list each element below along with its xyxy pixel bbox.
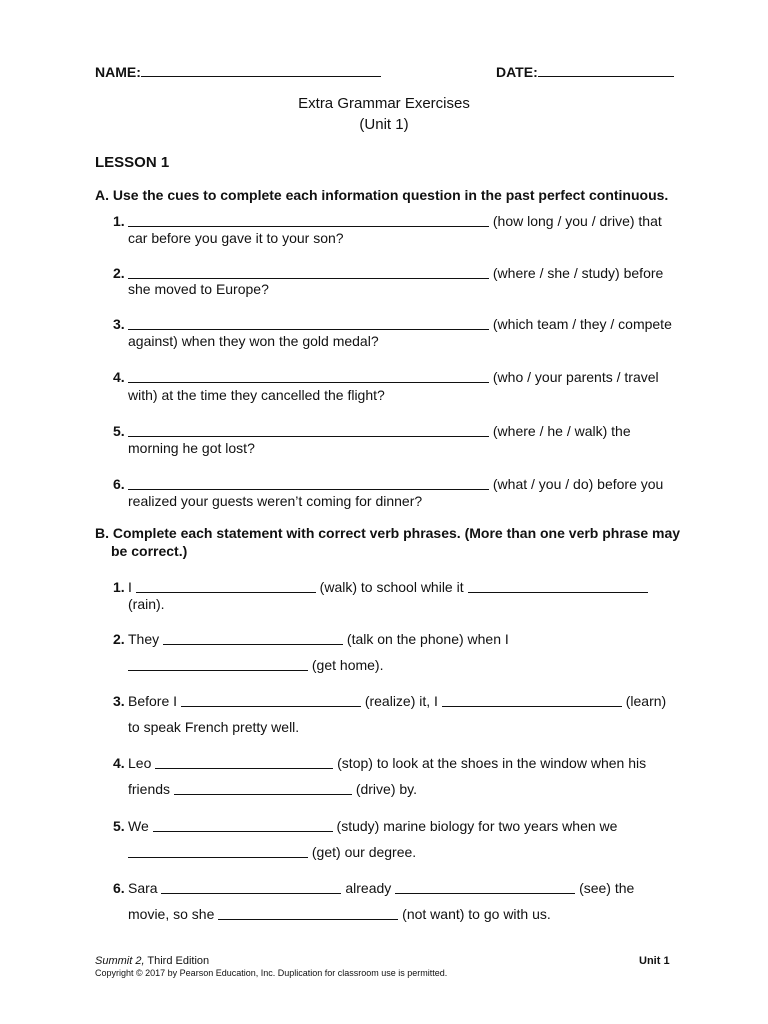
b-item-1-number: 1.: [113, 579, 125, 595]
a-item-4-line: [128, 369, 659, 385]
b-item-3-blank-1[interactable]: [181, 694, 361, 707]
b-item-1-text-a: I: [128, 579, 132, 595]
a-item-4-continuation: with) at the time they cancelled the flight?: [128, 387, 385, 403]
a-item-3-continuation: against) when they won the gold medal?: [128, 333, 379, 349]
a-item-3-blank[interactable]: [128, 317, 489, 330]
b-item-4-number: 4.: [113, 755, 125, 771]
page-subtitle: (Unit 1): [359, 116, 409, 133]
lesson-heading: LESSON 1: [95, 154, 170, 171]
name-blank[interactable]: [141, 62, 381, 77]
b-item-5-number: 5.: [113, 818, 125, 834]
b-item-3-text-b: (realize) it, I: [364, 693, 438, 709]
b-item-6-text-a: Sara: [128, 880, 158, 896]
b-item-6-text-d-pre: movie, so she: [128, 906, 215, 922]
b-item-2-continuation-line: [128, 657, 383, 673]
footer-book-title: [95, 955, 209, 967]
b-item-3-line: [128, 693, 666, 709]
b-item-6-text-d: (not want) to go with us.: [402, 906, 551, 922]
b-item-4-text-c: friends: [128, 781, 171, 797]
b-item-6-blank-1[interactable]: [161, 881, 341, 894]
b-item-6-line: [128, 880, 634, 896]
a-item-2-line: [128, 265, 663, 281]
b-item-6-blank-2[interactable]: [395, 881, 575, 894]
a-item-5-cue: (where / he / walk) the: [492, 423, 631, 439]
footer-book-name: Summit 2,: [95, 955, 145, 967]
name-field: [95, 62, 381, 80]
a-item-5-line: [128, 423, 631, 439]
a-item-4-blank[interactable]: [128, 370, 489, 383]
a-item-1-number: 1.: [113, 213, 125, 229]
footer-unit: Unit 1: [639, 955, 670, 967]
b-item-4-blank-1[interactable]: [155, 756, 333, 769]
b-item-5-blank-1[interactable]: [153, 819, 333, 832]
b-item-1-text-b: (walk) to school while it: [319, 579, 464, 595]
section-b-instruction-line-2: be correct.): [111, 543, 188, 559]
a-item-6-number: 6.: [113, 476, 125, 492]
b-item-2-blank-1[interactable]: [163, 632, 343, 645]
b-item-4-blank-2[interactable]: [174, 782, 352, 795]
a-item-6-blank[interactable]: [128, 477, 489, 490]
a-item-1-blank[interactable]: [128, 214, 489, 227]
b-item-1-continuation: (rain).: [128, 596, 165, 612]
page-title: Extra Grammar Exercises: [298, 95, 470, 112]
b-item-3-blank-2[interactable]: [442, 694, 622, 707]
b-item-5-text-a: We: [128, 818, 149, 834]
b-item-2-text-a: They: [128, 631, 160, 647]
b-item-1-line: [128, 579, 648, 595]
b-item-5-continuation-line: [128, 844, 416, 860]
a-item-3-line: [128, 316, 672, 332]
name-label: NAME:: [95, 64, 141, 80]
b-item-3-text-c: (learn): [625, 693, 667, 709]
a-item-1-cue: (how long / you / drive) that: [492, 213, 662, 229]
b-item-2-text-d: (get home).: [311, 657, 384, 673]
b-item-5-line: [128, 818, 617, 834]
b-item-6-blank-3[interactable]: [218, 907, 398, 920]
b-item-6-text-c: (see) the: [579, 880, 635, 896]
a-item-4-cue: (who / your parents / travel: [492, 369, 659, 385]
a-item-6-line: [128, 476, 663, 492]
b-item-3-text-a: Before I: [128, 693, 178, 709]
b-item-1-blank-2[interactable]: [468, 580, 648, 593]
a-item-1-continuation: car before you gave it to your son?: [128, 230, 344, 246]
date-blank[interactable]: [538, 62, 674, 77]
a-item-3-cue: (which team / they / compete: [492, 316, 672, 332]
b-item-4-continuation-line: [128, 781, 417, 797]
a-item-4-number: 4.: [113, 369, 125, 385]
b-item-5-blank-2[interactable]: [128, 845, 308, 858]
b-item-4-text-d: (drive) by.: [355, 781, 418, 797]
b-item-6-continuation-line: [128, 906, 551, 922]
b-item-5-text-b: (study) marine biology for two years when we: [336, 818, 618, 834]
a-item-6-continuation: realized your guests weren’t coming for dinner?: [128, 493, 423, 509]
b-item-2-blank-2[interactable]: [128, 658, 308, 671]
b-item-2-number: 2.: [113, 631, 125, 647]
section-b-instruction-line-1: B. Complete each statement with correct verb phrases. (More than one verb phrase may: [95, 525, 681, 541]
b-item-1-blank-1[interactable]: [136, 580, 316, 593]
a-item-5-blank[interactable]: [128, 424, 489, 437]
a-item-1-line: [128, 213, 662, 229]
b-item-2-text-b: (talk on the phone) when I: [346, 631, 509, 647]
b-item-3-continuation: to speak French pretty well.: [128, 719, 300, 735]
b-item-4-text-a: Leo: [128, 755, 152, 771]
a-item-2-cue: (where / she / study) before: [492, 265, 664, 281]
date-label: DATE:: [496, 64, 538, 80]
a-item-6-cue: (what / you / do) before you: [492, 476, 664, 492]
a-item-2-number: 2.: [113, 265, 125, 281]
b-item-5-text-d: (get) our degree.: [311, 844, 417, 860]
section-a-instruction: A. Use the cues to complete each information question in the past perfect continuous.: [95, 187, 669, 203]
a-item-5-number: 5.: [113, 423, 125, 439]
footer-edition: Third Edition: [144, 955, 210, 967]
b-item-4-line: [128, 755, 646, 771]
b-item-6-number: 6.: [113, 880, 125, 896]
b-item-3-number: 3.: [113, 693, 125, 709]
date-field: [496, 62, 674, 80]
b-item-6-text-b: already: [345, 880, 392, 896]
a-item-3-number: 3.: [113, 316, 125, 332]
a-item-5-continuation: morning he got lost?: [128, 440, 255, 456]
a-item-2-continuation: she moved to Europe?: [128, 281, 269, 297]
b-item-4-text-b: (stop) to look at the shoes in the window when his: [337, 755, 647, 771]
a-item-2-blank[interactable]: [128, 266, 489, 279]
b-item-2-line: [128, 631, 509, 647]
footer-copyright: Copyright © 2017 by Pearson Education, Inc. Duplication for classroom use is permitted.: [95, 968, 448, 978]
